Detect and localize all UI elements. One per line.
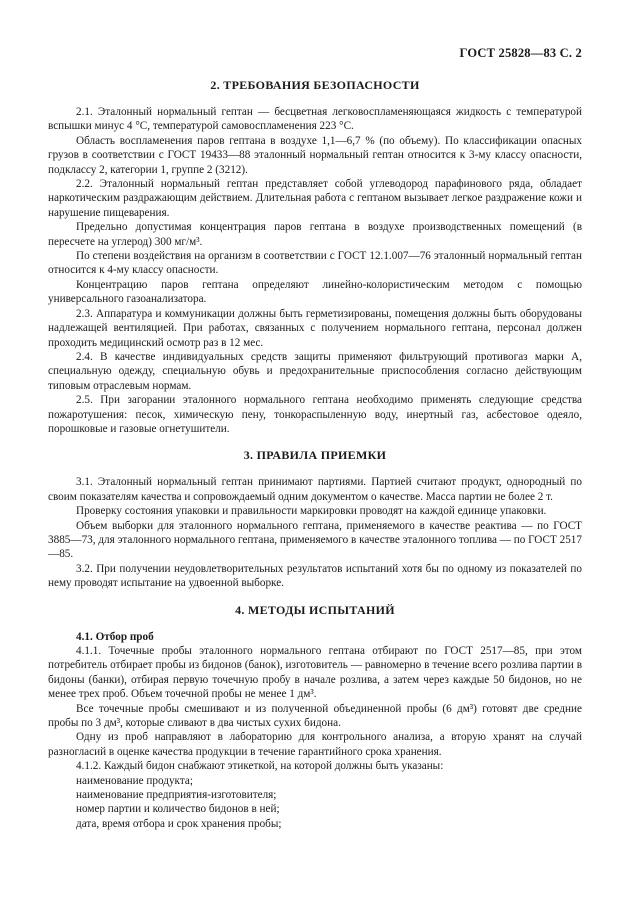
section-test-methods [48,630,582,832]
paragraph: 2.1. Эталонный нормальный гептан — бесцветная легковоспламеняющаяся жидкость с температурой вспышки минус 4 °С, температурой самовоспламенения 223 °С. [48,106,582,133]
paragraph: 3.2. При получении неудовлетворительных результатов испытаний хотя бы по одному из показателей по нему проводят испытание на удвоенной выборке. [48,562,582,590]
paragraph: 2.3. Аппаратура и коммуникации должны быть герметизированы, помещения должны быть оборудованы надлежащей вентиляцией. При работах, связанных с получением нормального гептана, персонал должен проходить медицинский осмотр раз в 12 мес. [48,307,582,349]
paragraph: 4.1.2. Каждый бидон снабжают этикеткой, на которой должны быть указаны: [76,760,444,773]
subsection-title: 4.1. Отбор проб [76,630,154,643]
list-item: дата, время отбора и срок хранения пробы; [76,817,282,830]
paragraph: По степени воздействия на организм в соответствии с ГОСТ 12.1.007—76 эталонный нормальный гептан относится к 4-му классу опасности. [48,250,582,277]
paragraph: 2.4. В качестве индивидуальных средств защиты применяют фильтрующий противогаз марки А, специальную одежду, специальную обувь и предохранительные приспособления согласно действующим типовым отраслевым нормам. [48,350,582,392]
section-acceptance [48,475,582,590]
section-title-test-methods: 4. МЕТОДЫ ИСПЫТАНИЙ [235,602,395,617]
page-header: ГОСТ 25828—83 С. 2 [459,46,582,60]
list-item: номер партии и количество бидонов в ней; [76,803,280,816]
paragraph: 3.1. Эталонный нормальный гептан принимают партиями. Партией считают продукт, однородный по своим показателям качества и сопровождаемый одним документом о качестве. Масса партии не более 2 т. [48,476,582,503]
paragraph: Все точечные пробы смешивают и из полученной объединенной пробы (6 дм³) готовят две средние пробы по 3 дм³, которые сливают в два чистых сухих бидона. [48,702,582,730]
paragraph: 2.2. Эталонный нормальный гептан представляет собой углеводород парафинового ряда, обладает наркотическим раздражающим действием. Длительная работа с гептаном вызывает легкое раздражение кожи и нарушение пищеварения. [48,178,582,219]
section-title-safety: 2. ТРЕБОВАНИЯ БЕЗОПАСНОСТИ [210,78,420,92]
paragraph: 4.1.1. Точечные пробы эталонного нормального гептана отбирают по ГОСТ 2517—85, при этом потребитель отбирает пробы из бидонов (банок), изготовитель — равномерно в течение всего розлива партии в бидоны (банки), отбирая первую точечную пробу в начале розлива, а затем через каждые 50 бидонов, но не менее трех проб. Объем точечной пробы не менее 1 дм³. [48,645,582,701]
section-title-acceptance: 3. ПРАВИЛА ПРИЕМКИ [243,448,387,463]
paragraph: Проверку состояния упаковки и правильности маркировки проводят на каждой единице упаковки. [76,505,547,518]
paragraph: Концентрацию паров гептана определяют линейно-колористическим методом с помощью универсального газоанализатора. [48,278,582,306]
list-item: наименование предприятия-изготовителя; [76,789,277,802]
paragraph: 2.5. При загорании эталонного нормального гептана необходимо применять следующие средства пожаротушения: песок, химическую пену, тонкораспыленную воду, инертный газ, асбестовое одеяло, порошковые и газовые огнетушители. [48,394,582,435]
paragraph: Предельно допустимая концентрация паров гептана в воздухе производственных помещений (в пересчете на углерод) 300 мг/м³. [48,221,582,248]
paragraph: Объем выборки для эталонного нормального гептана, применяемого в качестве реактива — по ГОСТ 3885—73, для эталонного нормального гептана, применяемого в качестве эталонного топлива — по ГОСТ 2517—85. [48,519,582,561]
label-items-list [48,774,582,832]
list-item: наименование продукта; [76,774,193,787]
section-safety [48,105,582,436]
paragraph: Область воспламенения паров гептана в воздухе 1,1—6,7 % (по объему). По классификации опасных грузов в соответствии с ГОСТ 19433—88 эталонный нормальный гептан относится к 3-му классу опасности, подклассу 2, категории 1, группе 2 (3212). [48,134,582,176]
paragraph: Одну из проб направляют в лабораторию для контрольного анализа, а вторую хранят на случай разногласий в оценке качества продукции в течение гарантийного срока хранения. [48,731,582,758]
document-body [48,78,582,831]
